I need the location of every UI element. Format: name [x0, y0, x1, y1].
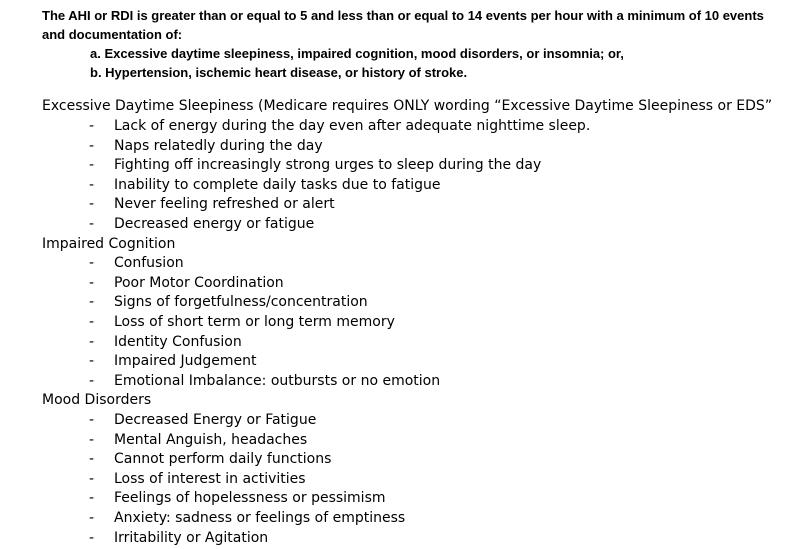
bullet-dash: - — [89, 333, 95, 350]
list-item-text: Anxiety: sadness or feelings of emptiness — [114, 510, 406, 526]
bullet-dash: - — [89, 294, 95, 311]
criteria-option-a: a. Excessive daytime sleepiness, impaired cognition, mood disorders, or insomnia; or, — [90, 46, 624, 61]
list-item-text: Never feeling refreshed or alert — [114, 196, 335, 213]
list-item-text: Mental Anguish, headaches — [114, 431, 308, 448]
bullet-dash: - — [89, 216, 95, 232]
bullet-dash: - — [89, 157, 95, 174]
bullet-dash: - — [89, 372, 95, 389]
bullet-dash: - — [89, 451, 95, 468]
bullet-dash: - — [89, 314, 95, 330]
list-item-text: Cannot perform daily functions — [114, 451, 332, 468]
bullet-dash: - — [89, 412, 95, 428]
list-item-text: Naps relatedly during the day — [114, 137, 323, 154]
section-heading-mood: Mood Disorders — [42, 392, 152, 409]
list-item-text: Signs of forgetfulness/concentration — [114, 294, 368, 311]
criteria-option-b: b. Hypertension, ischemic heart disease, or history of stroke. — [90, 65, 468, 80]
list-item-text: Irritability or Agitation — [114, 529, 269, 546]
list-item-text: Impaired Judgement — [114, 353, 257, 370]
bullet-dash: - — [89, 353, 95, 370]
bullet-dash: - — [89, 431, 95, 448]
list-item-text: Lack of energy during the day even after adequate nighttime sleep. — [114, 118, 591, 134]
list-item-text: Decreased energy or fatigue — [114, 216, 315, 232]
bullet-dash: - — [89, 118, 95, 134]
bullet-dash: - — [89, 274, 95, 291]
list-item-text: Confusion — [114, 255, 184, 272]
section-heading-eds: Excessive Daytime Sleepiness (Medicare requires ONLY wording “Excessive Daytime Sleepiness or EDS” — [42, 98, 773, 114]
bullet-dash: - — [89, 137, 95, 154]
list-item-text: Decreased Energy or Fatigue — [114, 412, 317, 428]
bullet-dash: - — [89, 510, 95, 526]
criteria-text: The AHI or RDI is greater than or equal to 5 and less than or equal to 14 events per hour with a minimum of 10 events and documentation of: — [42, 8, 764, 42]
bullet-dash: - — [89, 196, 95, 213]
list-item-text: Feelings of hopelessness or pessimism — [114, 490, 386, 507]
bullet-dash: - — [89, 529, 95, 546]
list-item-text: Poor Motor Coordination — [114, 274, 284, 291]
list-item-text: Fighting off increasingly strong urges to sleep during the day — [114, 157, 542, 174]
bullet-dash: - — [89, 470, 95, 487]
criteria-paragraph — [42, 6, 782, 82]
list-item-text: Identity Confusion — [114, 333, 242, 350]
bullet-dash: - — [89, 176, 95, 193]
bullet-dash: - — [89, 255, 95, 272]
section-heading-cognition: Impaired Cognition — [42, 235, 176, 252]
list-item-text: Loss of interest in activities — [114, 470, 306, 487]
list-item-text: Inability to complete daily tasks due to fatigue — [114, 176, 441, 193]
list-item-text: Loss of short term or long term memory — [114, 314, 395, 330]
bullet-dash: - — [89, 490, 95, 507]
list-item-text: Emotional Imbalance: outbursts or no emotion — [114, 372, 441, 389]
